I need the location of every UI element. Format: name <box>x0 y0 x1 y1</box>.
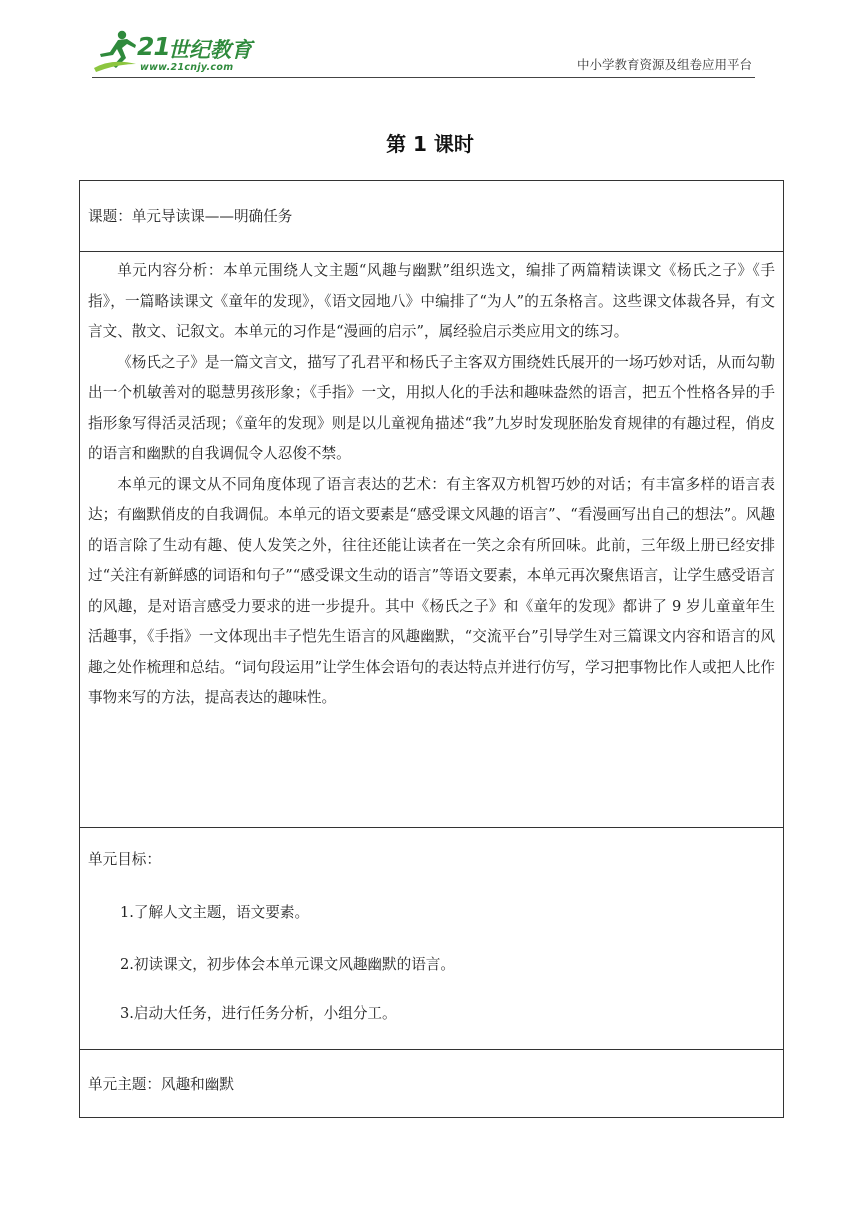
goals-row <box>80 827 783 1049</box>
logo-text: 世纪教育 <box>168 38 252 62</box>
logo-number: 21 <box>137 32 170 61</box>
page-title: 第 1 课时 <box>386 132 474 156</box>
logo <box>92 28 262 74</box>
header-divider <box>92 77 755 78</box>
logo-url: www.21cnjy.com <box>140 62 234 73</box>
topic-text: 课题：单元导读课——明确任务 <box>88 208 293 225</box>
runner-logo-icon <box>92 28 142 74</box>
analysis-paragraph: 本单元的课文从不同角度体现了语言表达的艺术：有主客双方机智巧妙的对话；有丰富多样的语言表达；有幽默俏皮的自我调侃。本单元的语文要素是“感受课文风趣的语言”、“看漫画写出自己的想法”。风趣的语言除了生动有趣、使人发笑之外，往往还能让读者在一笑之余有所回味。此前，三年级上册已经安排过“关注有新鲜感的词语和句子”“感受课文生动的语言”等语文要素，本单元再次聚焦语言，让学生感受语言的风趣，是对语言感受力要求的进一步提升。其中《杨氏之子》和《童年的发现》都讲了 9 岁儿童童年生活趣事，《手指》一文体现出丰子恺先生语言的风趣幽默，“交流平台”引导学生对三篇课文内容和语言的风趣之处作梳理和总结。“词句段运用”让学生体会语句的表达特点并进行仿写，学习把事物比作人或把人比作事物来写的方法，提高表达的趣味性。 <box>88 475 775 706</box>
goal-item: 2.初读课文，初步体会本单元课文风趣幽默的语言。 <box>120 956 455 973</box>
analysis-row <box>80 251 783 827</box>
goals-label: 单元目标： <box>88 851 161 868</box>
goal-item: 1.了解人文主题，语文要素。 <box>120 904 310 921</box>
goal-item: 3.启动大任务，进行任务分析，小组分工。 <box>120 1005 397 1022</box>
theme-text: 单元主题：风趣和幽默 <box>88 1076 234 1093</box>
analysis-paragraph: 单元内容分析：本单元围绕人文主题“风趣与幽默”组织选文，编排了两篇精读课文《杨氏之子》《手指》，一篇略读课文《童年的发现》，《语文园地八》中编排了“为人”的五条格言。这些课文体裁各异，有文言文、散文、记叙文。本单元的习作是“漫画的启示”，属经验启示类应用文的练习。 <box>88 262 775 340</box>
theme-row <box>80 1049 783 1117</box>
analysis-paragraph: 《杨氏之子》是一篇文言文，描写了孔君平和杨氏子主客双方围绕姓氏展开的一场巧妙对话，从而勾勒出一个机敏善对的聪慧男孩形象；《手指》一文，用拟人化的手法和趣味盎然的语言，把五个性格各异的手指形象写得活灵活现；《童年的发现》则是以儿童视角描述“我”九岁时发现胚胎发育规律的有趣过程，俏皮的语言和幽默的自我调侃令人忍俊不禁。 <box>88 353 775 462</box>
header-slogan: 中小学教育资源及组卷应用平台 <box>576 57 752 72</box>
topic-row <box>80 181 783 251</box>
page-header <box>92 28 754 78</box>
lesson-table <box>79 180 784 1118</box>
